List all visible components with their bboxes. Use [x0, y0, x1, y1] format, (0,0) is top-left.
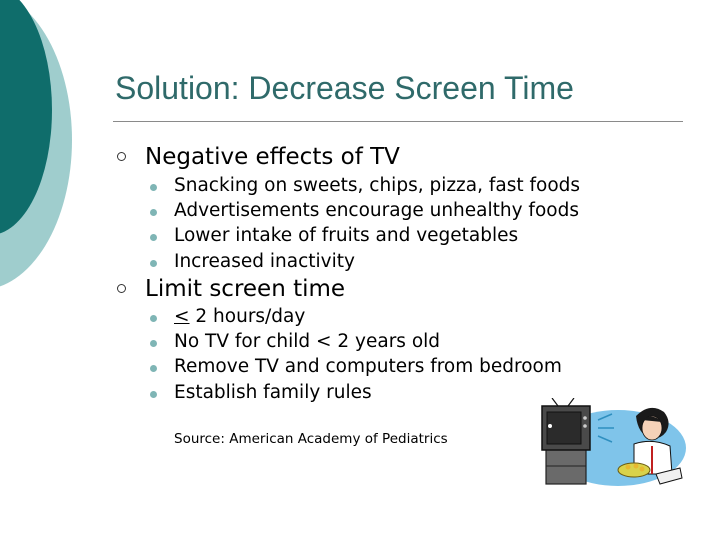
dot-bullet-icon [150, 365, 157, 372]
title-divider [113, 121, 683, 122]
hollow-circle-bullet-icon [117, 284, 126, 293]
dot-bullet-icon [150, 315, 157, 322]
source-citation: Source: American Academy of Pediatrics [174, 431, 448, 447]
hollow-circle-bullet-icon [117, 152, 126, 161]
dot-bullet-icon [150, 260, 157, 267]
decorative-circles [0, 0, 120, 300]
dot-bullet-icon [150, 340, 157, 347]
dot-bullet-icon [150, 184, 157, 191]
dot-bullet-icon [150, 391, 157, 398]
section-heading: Limit screen time [145, 276, 346, 302]
section-heading: Negative effects of TV [145, 144, 400, 170]
dot-bullet-icon [150, 209, 157, 216]
slide-title: Solution: Decrease Screen Time [115, 70, 574, 106]
kid-watching-tv-clipart-icon [538, 398, 688, 490]
dot-bullet-icon [150, 234, 157, 241]
less-than-symbol: < [174, 306, 190, 327]
